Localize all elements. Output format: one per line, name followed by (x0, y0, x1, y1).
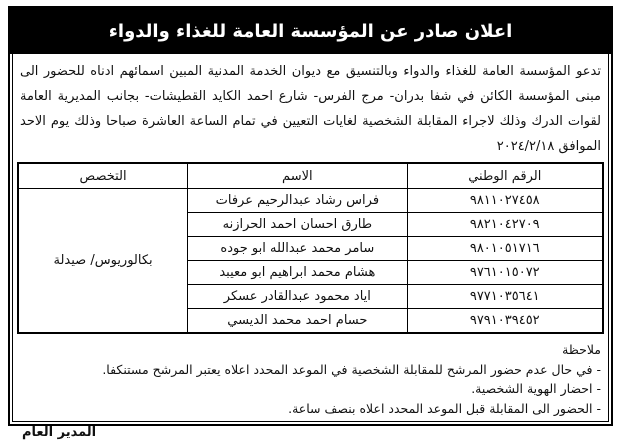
national-id-cell: ٩٨٢١٠٤٢٧٠٩ (407, 213, 603, 237)
national-id-cell: ٩٧٩١٠٣٩٤٥٢ (407, 309, 603, 334)
national-id-cell: ٩٨١١٠٢٧٤٥٨ (407, 189, 603, 213)
national-id-cell: ٩٧٦١٠١٥٠٧٢ (407, 261, 603, 285)
name-cell: سامر محمد عبدالله ابو جوده (188, 237, 407, 261)
note-item: - في حال عدم حضور المرشح للمقابلة الشخصية في الموعد المحدد اعلاه يعتبر المرشح مستنكفا. (102, 361, 601, 377)
name-cell: طارق احسان احمد الحرازنه (188, 213, 407, 237)
column-header-name: الاسم (188, 163, 407, 189)
column-header-specialization: التخصص (18, 163, 188, 189)
notes-section (20, 340, 601, 418)
announcement-page (8, 6, 613, 440)
specialization-cell: بكالوريوس/ صيدلة (18, 189, 188, 334)
intro-paragraph: تدعو المؤسسة العامة للغذاء والدواء وبالتنسيق مع ديوان الخدمة المدنية المبين اسمائهم ادناه للحضور الى مبنى المؤسسة الكائن في شفا بدران- مرج الفرس- شارع احمد الكايد القطيشات- بجانب المديرية العامة لقوات الدرك وذلك لاجراء المقابلة الشخصية لغايات التعيين في تمام الساعة العاشرة صباحا وذلك يوم الاحد الموافق ٢٠٢٤/٢/١٨ (20, 64, 601, 154)
notes-title: ملاحظة (562, 342, 601, 357)
signature-general-director: المدير العام (22, 425, 97, 440)
candidates-table (17, 162, 604, 334)
name-cell: فراس رشاد عبدالرحيم عرفات (188, 189, 407, 213)
national-id-cell: ٩٨٠١٠٥١٧١٦ (407, 237, 603, 261)
national-id-cell: ٩٧٧١٠٣٥٦٤١ (407, 285, 603, 309)
note-item: - احضار الهوية الشخصية. (471, 381, 601, 396)
name-cell: هشام محمد ابراهيم ابو معيبد (188, 261, 407, 285)
column-header-national-id: الرقم الوطني (407, 163, 603, 189)
note-item: - الحضور الى المقابلة قبل الموعد المحدد اعلاه بنصف ساعة. (288, 400, 601, 416)
name-cell: اياد محمود عبدالقادر عسكر (188, 285, 407, 309)
announcement-title: اعلان صادر عن المؤسسة العامة للغذاء والدواء (108, 20, 513, 42)
table-header-row (18, 163, 603, 189)
name-cell: حسام احمد محمد الديسي (188, 309, 407, 334)
table-row (18, 189, 603, 213)
title-bar (10, 8, 611, 54)
